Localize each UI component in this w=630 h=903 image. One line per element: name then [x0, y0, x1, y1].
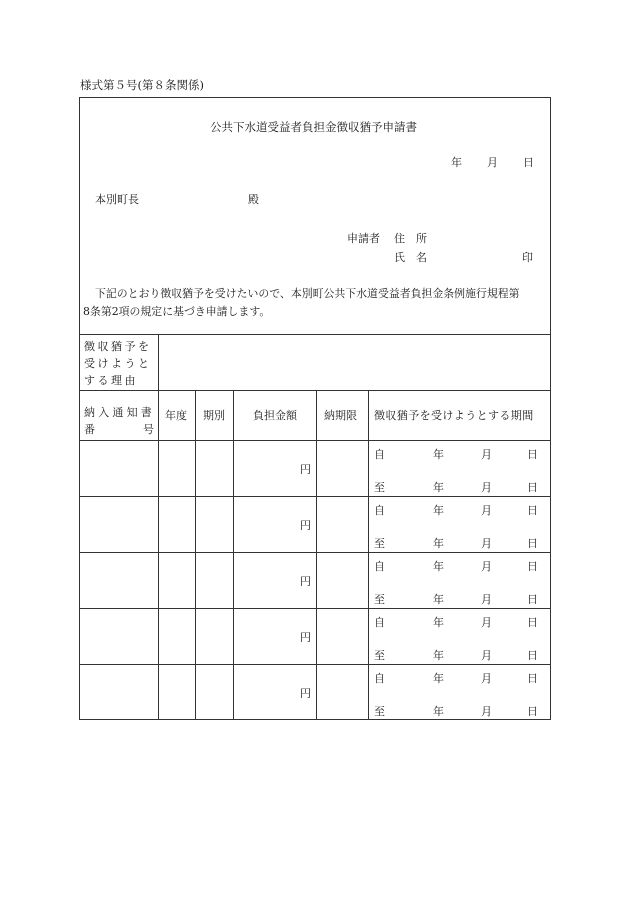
amount-yen-unit: 円	[300, 631, 311, 644]
period-from-day: 日	[527, 616, 538, 629]
period-to-month: 月	[481, 537, 492, 550]
reason-row-top-border	[79, 334, 551, 335]
period-from: 自	[374, 616, 385, 629]
reason-label: 徴収猶予を受けようとする理由	[84, 340, 152, 387]
data-row-4-top-border	[79, 608, 551, 609]
period-to: 至	[374, 593, 385, 606]
notice-number-header-line1: 納入通知書	[84, 406, 155, 419]
period-from-day: 日	[527, 672, 538, 685]
period-from-year: 年	[433, 504, 444, 517]
data-row-1-top-border	[79, 440, 551, 441]
date-month: 月	[487, 156, 498, 169]
period-to-month: 月	[481, 649, 492, 662]
amount-yen-unit: 円	[300, 463, 311, 476]
period-from: 自	[374, 560, 385, 573]
data-row-2-top-border	[79, 496, 551, 497]
period-from-day: 日	[527, 448, 538, 461]
period-from: 自	[374, 504, 385, 517]
period-to: 至	[374, 537, 385, 550]
notice-number-header-go: 号	[143, 423, 154, 436]
period-to-year: 年	[433, 593, 444, 606]
period-to-day: 日	[527, 537, 538, 550]
period-from-month: 月	[481, 616, 492, 629]
period-from-year: 年	[433, 616, 444, 629]
period-to-year: 年	[433, 705, 444, 718]
form-number-label: 様式第５号(第８条関係)	[80, 78, 204, 92]
due-date-header: 納期限	[324, 409, 357, 422]
period-to: 至	[374, 481, 385, 494]
period-to-month: 月	[481, 705, 492, 718]
period-to-month: 月	[481, 481, 492, 494]
addressee-name: 本別町長	[95, 193, 139, 206]
amount-yen-unit: 円	[300, 519, 311, 532]
period-from-day: 日	[527, 504, 538, 517]
period-from: 自	[374, 448, 385, 461]
notice-number-header-ban: 番	[84, 423, 95, 436]
period-to-day: 日	[527, 649, 538, 662]
column-divider-4	[316, 390, 317, 720]
seal-mark: 印	[522, 251, 533, 264]
reason-field[interactable]	[160, 336, 549, 389]
period-to: 至	[374, 705, 385, 718]
period-from-month: 月	[481, 560, 492, 573]
data-row-5-top-border	[79, 664, 551, 665]
period-from-month: 月	[481, 504, 492, 517]
period-to-day: 日	[527, 705, 538, 718]
fiscal-year-header: 年度	[165, 409, 187, 422]
header-row-top-border	[79, 390, 551, 391]
period-to-year: 年	[433, 649, 444, 662]
statement-line-1: 下記のとおり徴収猶予を受けたいので、本別町公共下水道受益者負担金条例施行規程第	[95, 287, 520, 300]
period-from-day: 日	[527, 560, 538, 573]
period-to: 至	[374, 649, 385, 662]
column-divider-1	[158, 334, 159, 720]
period-to-day: 日	[527, 593, 538, 606]
period-header: 期別	[203, 409, 225, 422]
date-year: 年	[451, 156, 462, 169]
amount-yen-unit: 円	[300, 687, 311, 700]
addressee-honorific: 殿	[248, 193, 259, 206]
applicant-name-label: 氏 名	[394, 251, 427, 264]
period-from-year: 年	[433, 448, 444, 461]
statement-line-2: 8条第2項の規定に基づき申請します。	[83, 305, 271, 318]
notice-number-header	[84, 404, 156, 438]
applicant-label: 申請者	[347, 232, 380, 245]
period-from: 自	[374, 672, 385, 685]
period-to-year: 年	[433, 481, 444, 494]
date-day: 日	[523, 156, 534, 169]
period-from-year: 年	[433, 560, 444, 573]
period-from-month: 月	[481, 448, 492, 461]
period-to-month: 月	[481, 593, 492, 606]
period-to-year: 年	[433, 537, 444, 550]
column-divider-3	[233, 390, 234, 720]
column-divider-5	[368, 390, 369, 720]
data-row-3-top-border	[79, 552, 551, 553]
period-from-month: 月	[481, 672, 492, 685]
applicant-address-label: 住 所	[394, 232, 427, 245]
column-divider-2	[195, 390, 196, 720]
period-from-year: 年	[433, 672, 444, 685]
form-title: 公共下水道受益者負担金徴収猶予申請書	[210, 120, 417, 134]
period-to-day: 日	[527, 481, 538, 494]
amount-header: 負担金額	[253, 409, 297, 422]
amount-yen-unit: 円	[300, 575, 311, 588]
deferment-period-header: 徴収猶予を受けようとする期間	[374, 409, 534, 422]
